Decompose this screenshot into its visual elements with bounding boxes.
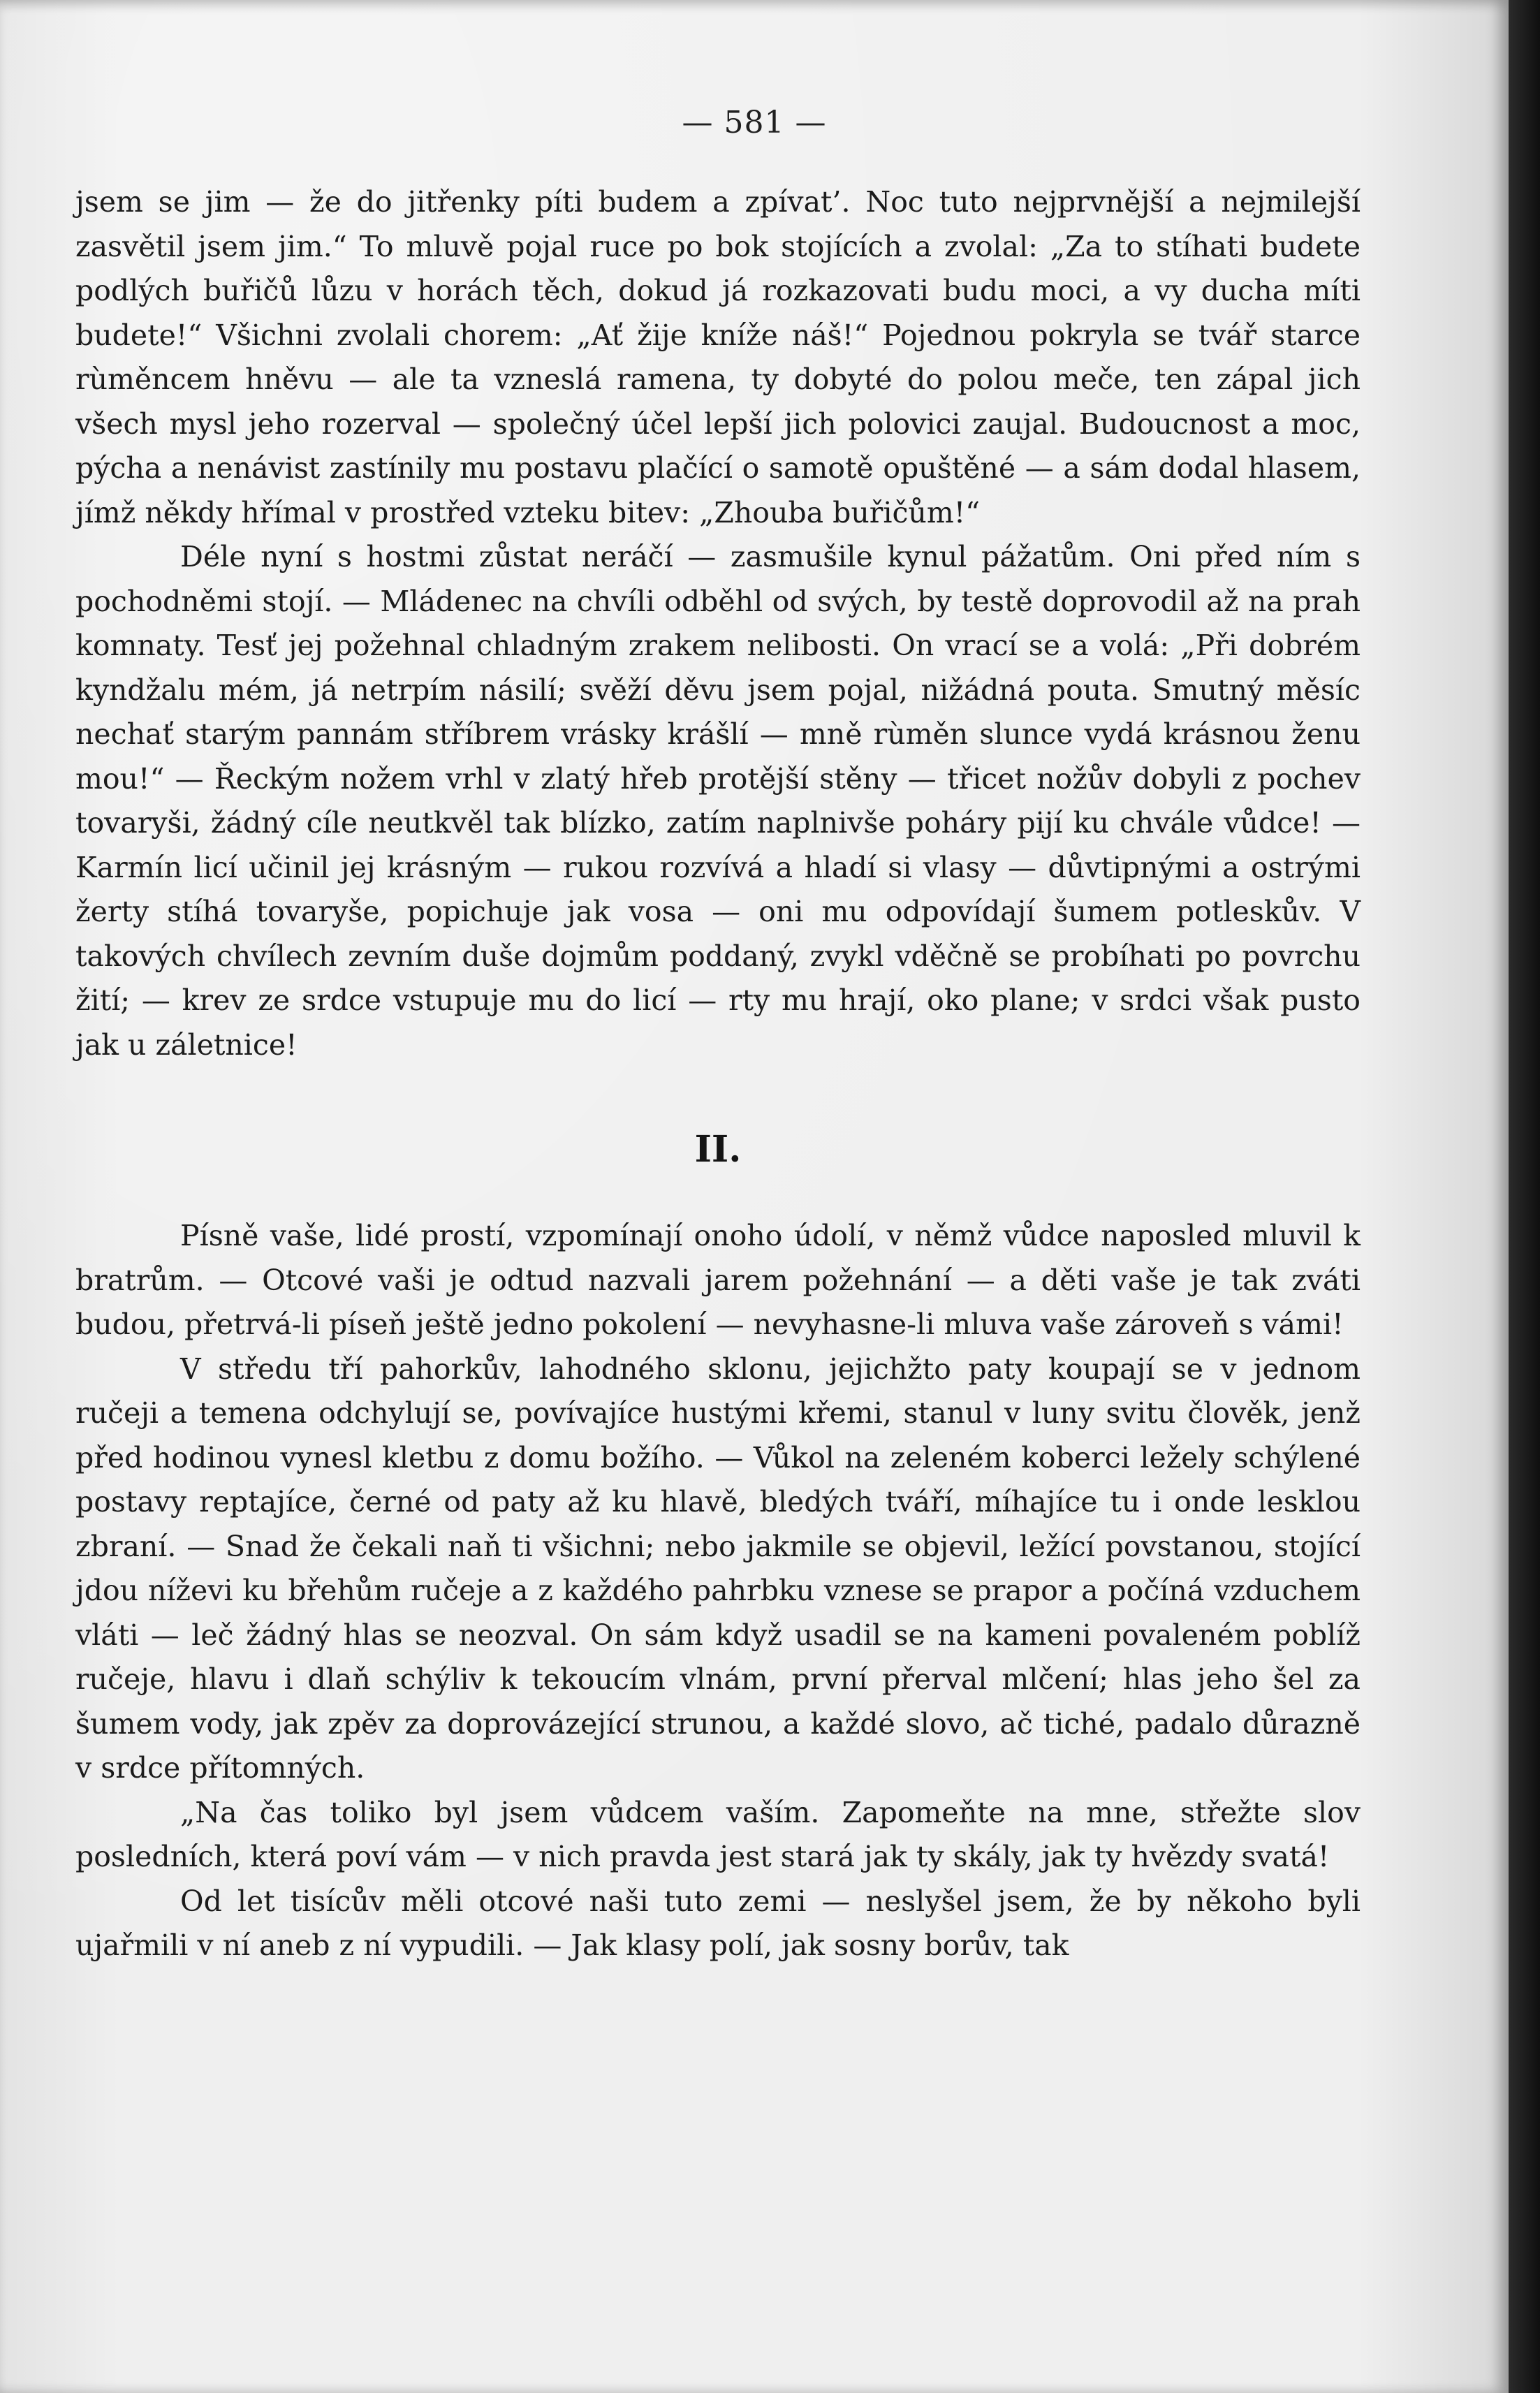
paragraph: Déle nyní s hostmi zůstat neráčí — zasmušile kynul pážatům. Oni před ním s pochodněmi stojí. — Mládenec na chvíli odběhl od svých, by testě doprovodil až na prah komnaty. Tesť jej požehnal chladným zrakem nelibosti. On vrací se a volá: „Při dobrém kyndžalu mém, já netrpím násilí; svěží děvu jsem pojal, nižádná pouta. Smutný měsíc nechať starým pannám stříbrem vrásky krášlí — mně rùměn slunce vydá krásnou ženu mou!“ — Řeckým nožem vrhl v zlatý hřeb protější stěny — třicet nožův dobyli z pochev tovaryši, žádný cíle neutkvěl tak blízko, zatím naplnivše poháry pijí ku chvále vůdce! — Karmín licí učinil jej krásným — rukou rozvívá a hladí si vlasy — důvtipnými a ostrými žerty stíhá tovaryše, popichuje jak vosa — oni mu odpovídají šumem potleskův. V takových chvílech zevním duše dojmům poddaný, zvykl vděčně se probíhati po povrchu žití; — krev ze srdce vstupuje mu do licí — rty mu hrají, oko plane; v srdci však pusto jak u záletnice!: [75, 540, 1361, 1062]
paragraph: Od let tisícův měli otcové naši tuto zemi — neslyšel jsem, že by někoho byli ujařmili v ní aneb z ní vypudili. — Jak klasy polí, jak sosny borův, tak: [75, 1884, 1361, 1962]
page-number: — 581 —: [682, 105, 827, 140]
body-text: [75, 180, 1361, 1968]
scan-edge: [1509, 0, 1540, 2393]
section-heading: II.: [694, 1128, 742, 1171]
paragraph: V středu tří pahorkův, lahodného sklonu, jejichžto paty koupají se v jednom ručeji a temena odchylují se, povívajíce hustými křemi, stanul v luny svitu člověk, jenž před hodinou vynesl kletbu z domu božího. — Vůkol na zeleném koberci ležely schýlené postavy reptajíce, černé od paty až ku hlavě, bledých tváří, míhajíce tu i onde lesklou zbraní. — Snad že čekali naň ti všichni; nebo jakmile se objevil, ležící povstanou, stojící jdou níževi ku břehům ručeje a z každého pahrbku vznese se prapor a počíná vzduchem vláti — leč žádný hlas se neozval. On sám když usadil se na kameni povaleném poblíž ručeje, hlavu i dlaň schýliv k tekoucím vlnám, první přerval mlčení; hlas jeho šel za šumem vody, jak zpěv za doprovázející strunou, a každé slovo, ač tiché, padalo důrazně v srdce přítomných.: [75, 1352, 1361, 1785]
paragraph: jsem se jim — že do jitřenky píti budem a zpívat’. Noc tuto nejprvnější a nejmilejší zasvětil jsem jim.“ To mluvě pojal ruce po bok stojících a zvolal: „Za to stíhati budete podlých buřičů lůzu v horách těch, dokud já rozkazovati budu moci, a vy ducha míti budete!“ Všichni zvolali chorem: „Ať žije kníže náš!“ Pojednou pokryla se tvář starce rùměncem hněvu — ale ta vzneslá ramena, ty dobyté do polou meče, ten zápal jich všech mysl jeho rozerval — společný účel lepší jich polovici zaujal. Budoucnost a moc, pýcha a nenávist zastínily mu postavu plačící o samotě opuštěné — a sám dodal hlasem, jímž někdy hřímal v prostřed vzteku bitev: „Zhouba buřičům!“: [75, 185, 1361, 529]
paragraph: Písně vaše, lidé prostí, vzpomínají onoho údolí, v němž vůdce naposled mluvil k bratrům. — Otcové vaši je odtud nazvali jarem požehnání — a děti vaše je tak zváti budou, přetrvá-li píseň ještě jedno pokolení — nevyhasne-li mluva vaše zároveň s vámi!: [75, 1219, 1361, 1341]
paragraph: „Na čas toliko byl jsem vůdcem vaším. Zapomeňte na mne, střežte slov posledních, která poví vám — v nich pravda jest stará jak ty skály, jak ty hvězdy svatá!: [75, 1795, 1361, 1873]
